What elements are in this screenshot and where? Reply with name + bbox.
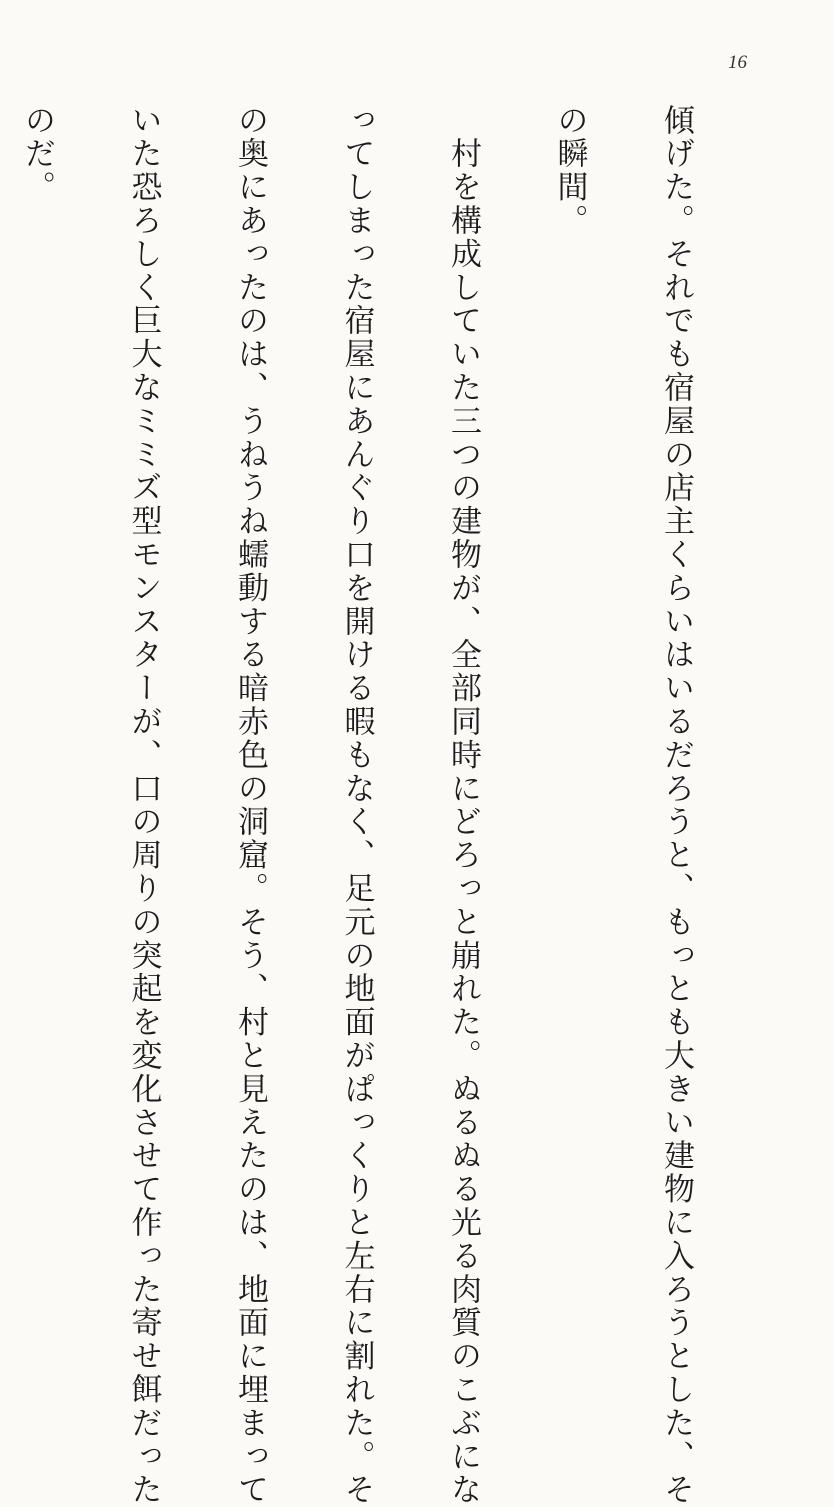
vertical-text-block (19, 104, 764, 1507)
text-line: 傾げた。それでも宿屋の店主くらいはいるだろうと、もっとも大きい建物に入ろうとした、そ (658, 104, 694, 1507)
text-line: のだ。 (19, 104, 55, 205)
text-line: の瞬間。 (551, 104, 588, 238)
text-line: の奥にあったのは、うねうね蠕動する暗赤色の洞窟。そう、村と見えたのは、地面に埋まって (232, 104, 268, 1507)
page-number: 16 (728, 52, 747, 73)
text-line: 村を構成していた三つの建物が、全部同時にどろっと崩れた。ぬるぬる光る肉質のこぶにな (445, 104, 481, 1507)
text-line: いた恐ろしく巨大なミミズ型モンスターが、口の周りの突起を変化させて作った寄せ餌だった (125, 104, 162, 1507)
text-line: ってしまった宿屋にあんぐり口を開ける暇もなく、足元の地面がぱっくりと左右に割れた。そ (338, 104, 375, 1507)
